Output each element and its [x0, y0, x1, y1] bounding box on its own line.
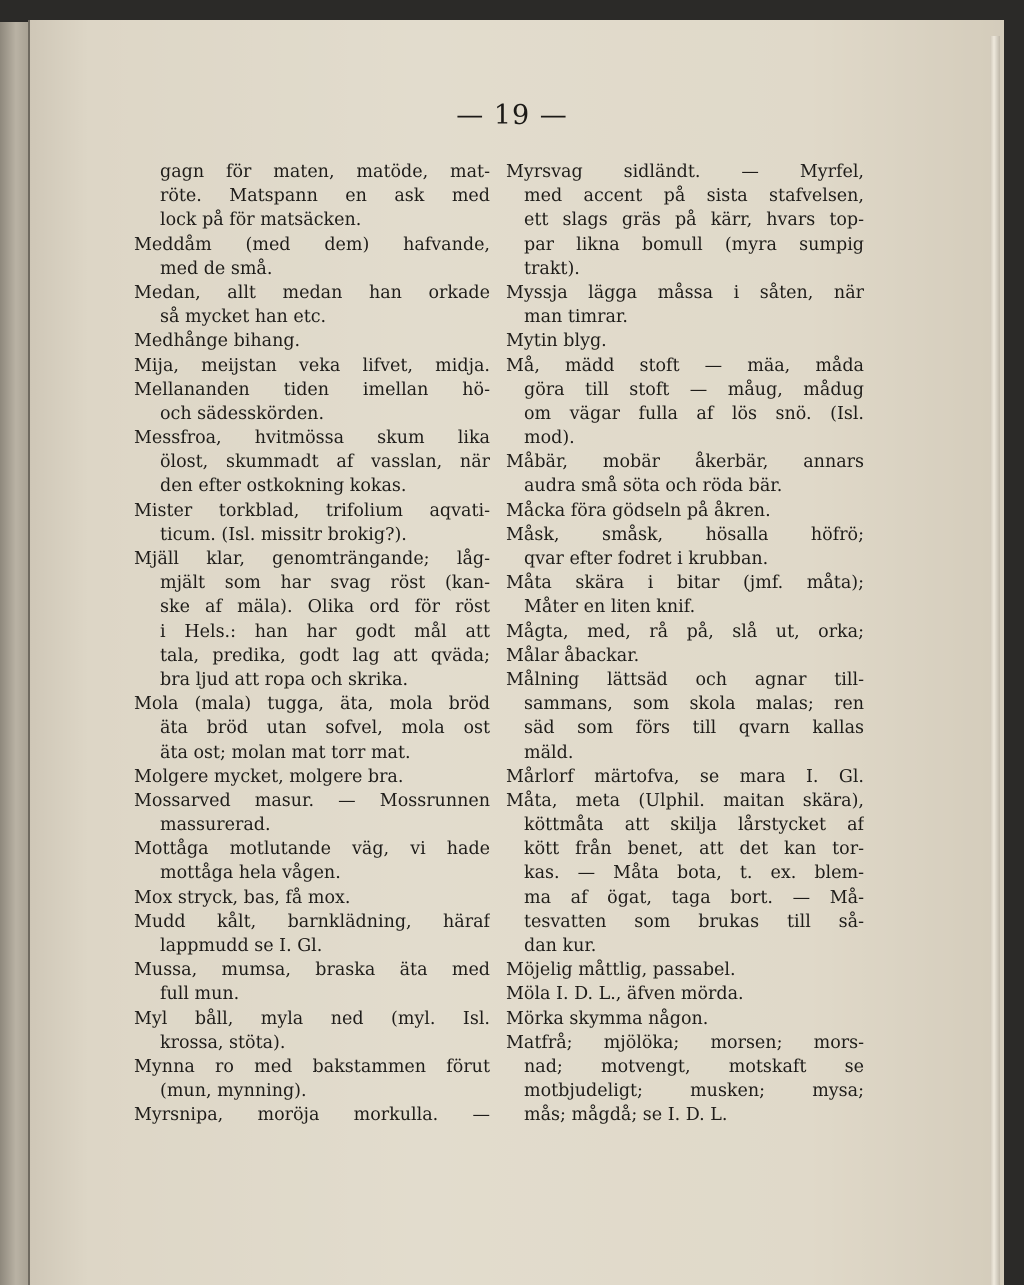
text-line: om vägar fulla af lös snö. (Isl.	[524, 403, 864, 424]
text-line: (mun, mynning).	[160, 1081, 307, 1102]
text-line: Mija, meijstan veka lifvet, midja.	[134, 355, 490, 376]
text-line: Mågta, med, rå på, slå ut, orka;	[506, 621, 864, 642]
text-line: säd som förs till qvarn kallas	[524, 718, 864, 739]
right-page-edge	[990, 36, 1000, 1285]
text-line: Mynna ro med bakstammen förut	[134, 1056, 490, 1077]
text-line: röte. Matspann en ask med	[160, 186, 490, 207]
text-line: tesvatten som brukas till så-	[524, 911, 864, 932]
text-line: ske af mäla). Olika ord för röst	[160, 597, 490, 618]
text-line: Mola (mala) tugga, äta, mola bröd	[134, 694, 490, 715]
text-line: mottåga hela vågen.	[160, 863, 341, 884]
text-line: Myrsnipa, moröja morkulla. —	[134, 1105, 490, 1126]
text-line: full mun.	[160, 984, 240, 1005]
text-line: Målar åbackar.	[506, 645, 640, 666]
text-line: Mottåga motlutande väg, vi hade	[134, 839, 490, 860]
text-line: så mycket han etc.	[160, 307, 327, 328]
text-line: lock på för matsäcken.	[160, 210, 362, 231]
text-line: Messfroa, hvitmössa skum lika	[134, 428, 490, 449]
text-line: mod).	[524, 428, 575, 449]
text-line: ett slags gräs på kärr, hvars top-	[524, 210, 864, 231]
text-line: Målning lättsäd och agnar till-	[506, 669, 864, 690]
text-line: äta ost; molan mat torr mat.	[160, 742, 411, 763]
text-line: äta bröd utan sofvel, mola ost	[160, 718, 490, 739]
text-line: Medhånge bihang.	[134, 331, 301, 352]
text-line: Mörka skymma någon.	[506, 1008, 709, 1029]
text-line: motbjudeligt; musken; mysa;	[524, 1081, 864, 1102]
text-line: Myrsvag sidländt. — Myrfel,	[506, 162, 864, 182]
text-line: kas. — Måta bota, t. ex. blem-	[524, 863, 864, 884]
text-line: ma af ögat, taga bort. — Må-	[524, 887, 864, 908]
text-line: med de små.	[160, 258, 273, 279]
text-line: den efter ostkokning kokas.	[160, 476, 407, 497]
text-line: bra ljud att ropa och skrika.	[160, 669, 409, 690]
text-line: Mox stryck, bas, få mox.	[134, 887, 351, 908]
text-line: Mjäll klar, genomträngande; låg-	[134, 549, 490, 569]
text-line: Myssja lägga måssa i såten, när	[506, 282, 864, 303]
text-line: Mellananden tiden imellan hö-	[134, 379, 490, 400]
text-line: gagn för maten, matöde, mat-	[160, 162, 490, 182]
text-line: ticum. (Isl. missitr brokig?).	[160, 524, 407, 545]
text-line: Mårlorf märtofva, se mara I. Gl.	[506, 766, 864, 787]
text-line: dan kur.	[524, 936, 597, 956]
text-line: sammans, som skola malas; ren	[524, 694, 864, 715]
text-line: Måbär, mobär åkerbär, annars	[506, 452, 864, 473]
text-line: trakt).	[524, 258, 580, 279]
text-line: lappmudd se I. Gl.	[160, 936, 323, 956]
text-line: Meddåm (med dem) hafvande,	[134, 234, 490, 255]
text-line: Matfrå; mjölöka; morsen; mors-	[506, 1032, 864, 1053]
text-line: par likna bomull (myra sumpig	[524, 234, 864, 255]
text-line: kött från benet, att det kan tor-	[524, 839, 864, 860]
left-column	[134, 160, 490, 1128]
text-line: ölost, skummadt af vasslan, när	[160, 452, 490, 473]
text-line: Måter en liten knif.	[524, 597, 696, 618]
text-line: Mussa, mumsa, braska äta med	[134, 960, 490, 981]
page-number: — 19 —	[456, 100, 568, 131]
text-line: Möjelig måttlig, passabel.	[506, 960, 736, 981]
text-line: Måsk, småsk, hösalla höfrö;	[506, 524, 864, 545]
text-line: Mossarved masur. — Mossrunnen	[134, 790, 490, 811]
text-line: göra till stoft — måug, mådug	[524, 379, 864, 400]
text-line: med accent på sista stafvelsen,	[524, 186, 864, 207]
text-line: massurerad.	[160, 815, 271, 836]
text-line: tala, predika, godt lag att qväda;	[160, 645, 490, 666]
text-line: och sädesskörden.	[160, 403, 325, 424]
text-line: i Hels.: han har godt mål att	[160, 621, 490, 642]
text-line: Medan, allt medan han orkade	[134, 282, 490, 303]
right-column	[506, 160, 864, 1128]
text-line: mjält som har svag röst (kan-	[160, 573, 490, 594]
text-line: Mudd kålt, barnklädning, häraf	[134, 911, 490, 932]
text-line: qvar efter fodret i krubban.	[524, 549, 769, 569]
text-line: Mister torkblad, trifolium aqvati-	[134, 500, 490, 521]
text-line: Måta, meta (Ulphil. maitan skära),	[506, 790, 864, 811]
text-line: Mytin blyg.	[506, 331, 607, 352]
text-line: nad; motvengt, motskaft se	[524, 1056, 864, 1077]
text-line: Molgere mycket, molgere bra.	[134, 766, 404, 787]
text-line: man timrar.	[524, 307, 628, 328]
text-line: audra små söta och röda bär.	[524, 476, 783, 497]
text-line: mäld.	[524, 742, 574, 763]
text-line: köttmåta att skilja lårstycket af	[524, 815, 864, 836]
text-line: Möla I. D. L., äfven mörda.	[506, 984, 744, 1005]
text-line: mås; mågdå; se I. D. L.	[524, 1105, 728, 1126]
text-line: krossa, stöta).	[160, 1032, 286, 1053]
text-line: Måta skära i bitar (jmf. måta);	[506, 573, 864, 594]
text-line: Måcka föra gödseln på åkren.	[506, 500, 771, 521]
text-line: Myl båll, myla ned (myl. Isl.	[134, 1008, 490, 1029]
text-line: Må, mädd stoft — mäa, måda	[506, 355, 864, 376]
